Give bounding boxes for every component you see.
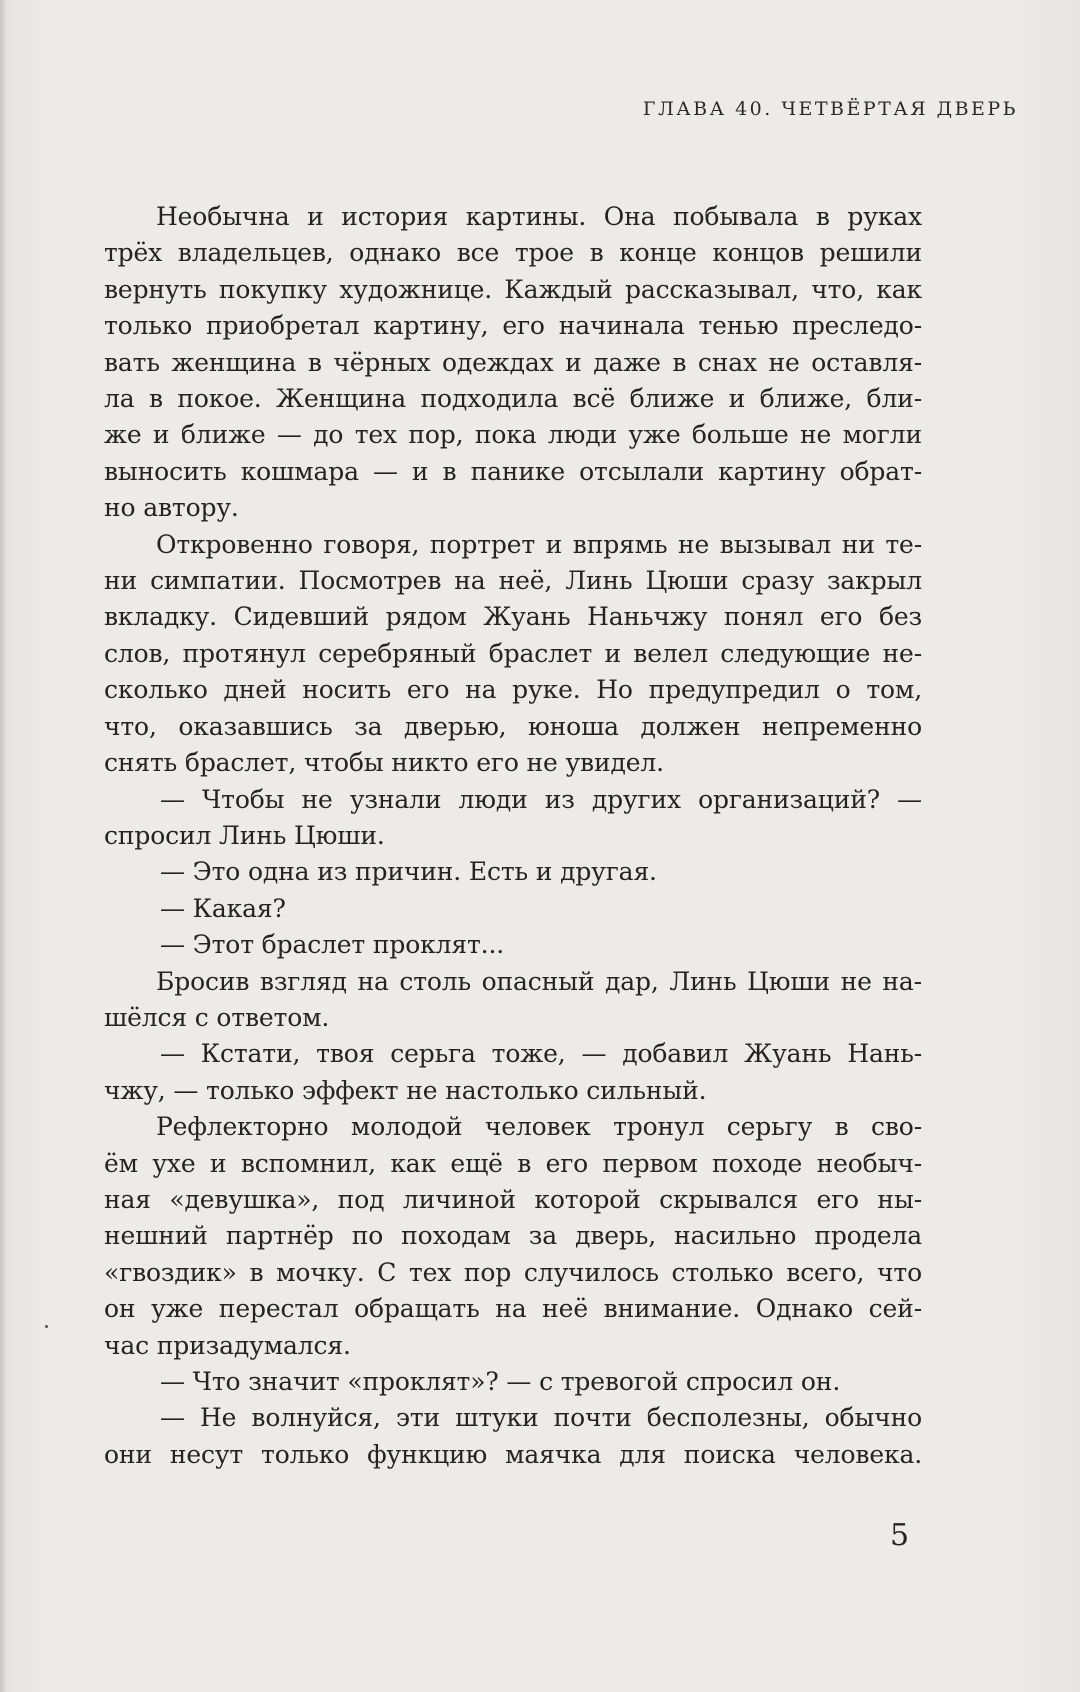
text-line: — Чтобы не узнали люди из других организаций? — (160, 784, 922, 814)
text-line: — Это одна из причин. Есть и другая. (160, 857, 657, 887)
text-line: спросил Линь Цюши. (104, 820, 385, 850)
text-line: они несут только функцию маячка для поиска человека. (104, 1439, 922, 1469)
text-line: вкладку. Сидевший рядом Жуань Наньчжу понял его без (104, 602, 922, 632)
text-line: вать женщина в чёрных одеждах и даже в снах не оставля- (104, 347, 922, 377)
text-line: Откровенно говоря, портрет и впрямь не вызывал ни те- (156, 529, 922, 559)
text-line: снять браслет, чтобы никто его не увидел. (104, 748, 664, 778)
text-line: ни симпатии. Посмотрев на неё, Линь Цюши сразу закрыл (104, 566, 922, 596)
text-line: час призадумался. (104, 1330, 351, 1360)
page-edge-shadow (0, 0, 6, 1692)
text-line: ла в покое. Женщина подходила всё ближе и ближе, бли- (104, 384, 922, 414)
page-number: 5 (890, 1518, 910, 1553)
text-line: шёлся с ответом. (104, 1002, 330, 1032)
text-line: ная «девушка», под личиной которой скрывался его ны- (104, 1184, 922, 1214)
text-line: — Кстати, твоя серьга тоже, — добавил Жуань Нань- (160, 1039, 922, 1069)
text-line: нешний партнёр по походам за дверь, насильно продела (104, 1221, 922, 1251)
text-line: что, оказавшись за дверью, юноша должен непременно (104, 711, 922, 741)
margin-dot (45, 1325, 48, 1328)
text-line: трёх владельцев, однако все трое в конце концов решили (104, 238, 922, 268)
text-line: слов, протянул серебряный браслет и велел следующие не- (104, 638, 922, 668)
text-line: он уже перестал обращать на неё внимание. Однако сей- (104, 1294, 922, 1324)
running-header: ГЛАВА 40. ЧЕТВЁРТАЯ ДВЕРЬ (642, 98, 1018, 120)
text-line: ём ухе и вспомнил, как ещё в его первом походе необыч- (104, 1148, 922, 1178)
text-line: — Какая? (160, 893, 286, 923)
text-line: же и ближе — до тех пор, пока люди уже больше не могли (104, 420, 922, 450)
text-line: сколько дней носить его на руке. Но предупредил о том, (104, 675, 922, 705)
body-text (104, 199, 922, 1473)
text-line: — Этот браслет проклят... (160, 930, 505, 960)
text-line: вернуть покупку художнице. Каждый рассказывал, что, как (104, 274, 922, 304)
text-line: Необычна и история картины. Она побывала в руках (156, 202, 922, 231)
text-line: — Не волнуйся, эти штуки почти бесполезны, обычно (160, 1403, 922, 1433)
text-line: только приобретал картину, его начинала тенью преследо- (104, 311, 922, 341)
text-line: выносить кошмара — и в панике отсылали картину обрат- (104, 456, 922, 486)
text-line: Бросив взгляд на столь опасный дар, Линь Цюши не на- (156, 966, 922, 996)
text-line: чжу, — только эффект не настолько сильный. (104, 1075, 707, 1105)
text-line: — Что значит «проклят»? — с тревогой спросил он. (160, 1367, 841, 1396)
text-line: «гвоздик» в мочку. С тех пор случилось столько всего, что (104, 1257, 922, 1287)
text-line: но автору. (104, 493, 239, 523)
text-line: Рефлекторно молодой человек тронул серьгу в сво- (156, 1112, 922, 1142)
